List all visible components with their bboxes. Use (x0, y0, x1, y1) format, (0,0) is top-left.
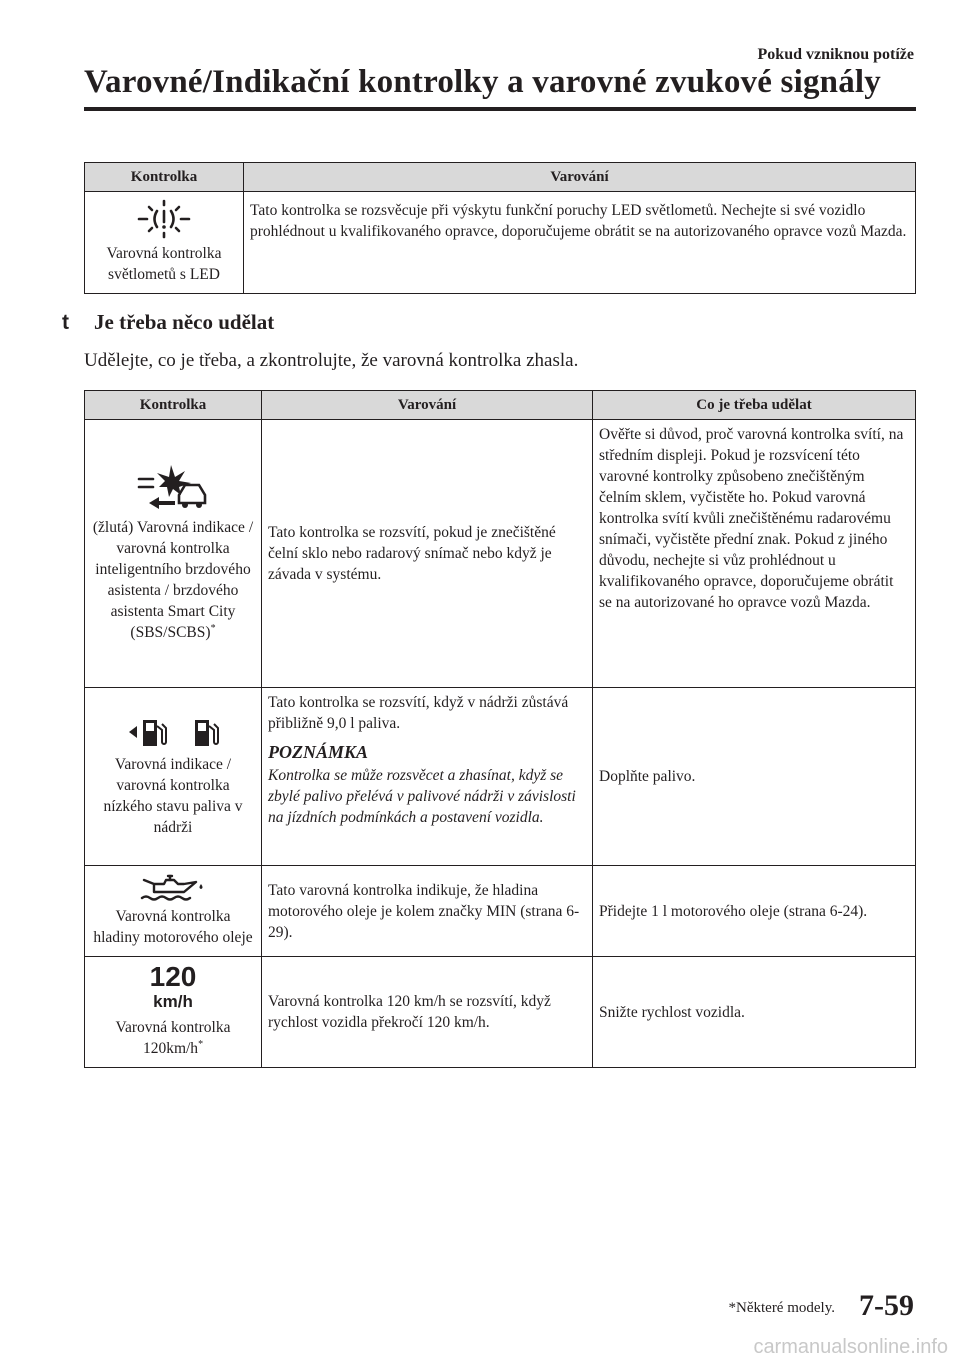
table-row (85, 866, 916, 957)
section-bullet: t (62, 311, 69, 334)
footnote: *Některé modely. (728, 1300, 835, 1316)
indicator-cell (85, 420, 262, 688)
indicator-cell (85, 866, 262, 957)
indicator-label: Varovná kontrolka hladiny motorového oleje (93, 908, 253, 946)
header-rule (84, 107, 916, 111)
column-header: Varování (244, 163, 916, 192)
action-text: Doplňte palivo. (593, 688, 916, 866)
table-header-row (85, 391, 916, 420)
indicator-cell (85, 957, 262, 1068)
warning-table-1 (84, 162, 916, 294)
running-section-title: Pokud vzniknou potíže (757, 46, 914, 63)
warning-text: Tato varovná kontrolka indikuje, že hladina motorového oleje je kolem značky MIN (strana 6-29). (262, 866, 593, 957)
column-header: Kontrolka (85, 391, 262, 420)
indicator-label: (žlutá) Varovná indikace / varovná kontrolka inteligentního brzdového asistenta / brzdového asistenta Smart City (SBS/SCBS)* (92, 518, 254, 641)
warning-text: Tato kontrolka se rozsvěcuje při výskytu funkční poruchy LED světlometů. Nechejte si své vozidlo prohlédnout u kvalifikovaného opravce, doporučujeme obrátit se na autorizovaného opravce vozů Mazda. (244, 192, 916, 294)
watermark: carmanualsonline.info (753, 1336, 948, 1358)
column-header: Co je třeba udělat (593, 391, 916, 420)
warning-text: Varovná kontrolka 120 km/h se rozsvítí, když rychlost vozidla překročí 120 km/h. (262, 957, 593, 1068)
table-header-row (85, 163, 916, 192)
action-text: Ověřte si důvod, proč varovná kontrolka svítí, na středním displeji. Pokud je rozsvícení této varovné kontrolky způsobeno znečištěným čelním sklem, vyčistěte ho. Pokud varovná kontrolka svítí kvůli znečištěnému radarovému snímači, vyčistěte přední znak. Pokud z jiného důvodu, nechejte si vůz prohlédnout u kvalifikovaného opravce, doporučujeme obrátit se na autorizované ho opravce vozů Mazda. (593, 420, 916, 688)
low-fuel-icon (113, 714, 233, 750)
column-header: Varování (262, 391, 593, 420)
section-intro: Udělejte, co je třeba, a zkontrolujte, že varovná kontrolka zhasla. (84, 350, 579, 371)
indicator-cell (85, 192, 244, 294)
warning-cell (262, 688, 593, 866)
section-heading-text: Je třeba něco udělat (94, 310, 275, 334)
column-header: Kontrolka (85, 163, 244, 192)
indicator-cell (85, 688, 262, 866)
speed-120-icon: 120 km/h (149, 961, 197, 1011)
table-row (85, 420, 916, 688)
indicator-label: Varovná kontrolka 120km/h* (115, 1019, 231, 1057)
action-text: Přidejte 1 l motorového oleje (strana 6-24). (593, 866, 916, 957)
warning-text: Tato kontrolka se rozsvítí, když v nádrži zůstává přibližně 9,0 l paliva. (268, 694, 569, 732)
warning-text: Tato kontrolka se rozsvítí, pokud je znečištěné čelní sklo nebo radarový snímač nebo když je závada v systému. (262, 420, 593, 688)
table-row (85, 957, 916, 1068)
smart-brake-support-icon (135, 463, 211, 513)
action-text: Snižte rychlost vozidla. (593, 957, 916, 1068)
table-row (85, 192, 916, 294)
page-title: Varovné/Indikační kontrolky a varovné zvukové signály (84, 64, 881, 100)
oil-level-icon (138, 872, 208, 902)
indicator-label: Varovná kontrolka světlometů s LED (106, 244, 222, 283)
indicator-label: Varovná indikace / varovná kontrolka nízkého stavu paliva v nádrži (103, 755, 243, 836)
section-heading (62, 310, 274, 335)
note-text: Kontrolka se může rozsvěcet a zhasínat, když se zbylé palivo přelévá v palivové nádrži v závislosti na jízdních podmínkách a postavení vozidla. (268, 767, 576, 826)
led-headlight-warning-icon (135, 199, 193, 239)
note-heading: POZNÁMKA (268, 742, 369, 762)
page-number: 7-59 (859, 1289, 914, 1322)
warning-table-2 (84, 390, 916, 1068)
table-row (85, 688, 916, 866)
